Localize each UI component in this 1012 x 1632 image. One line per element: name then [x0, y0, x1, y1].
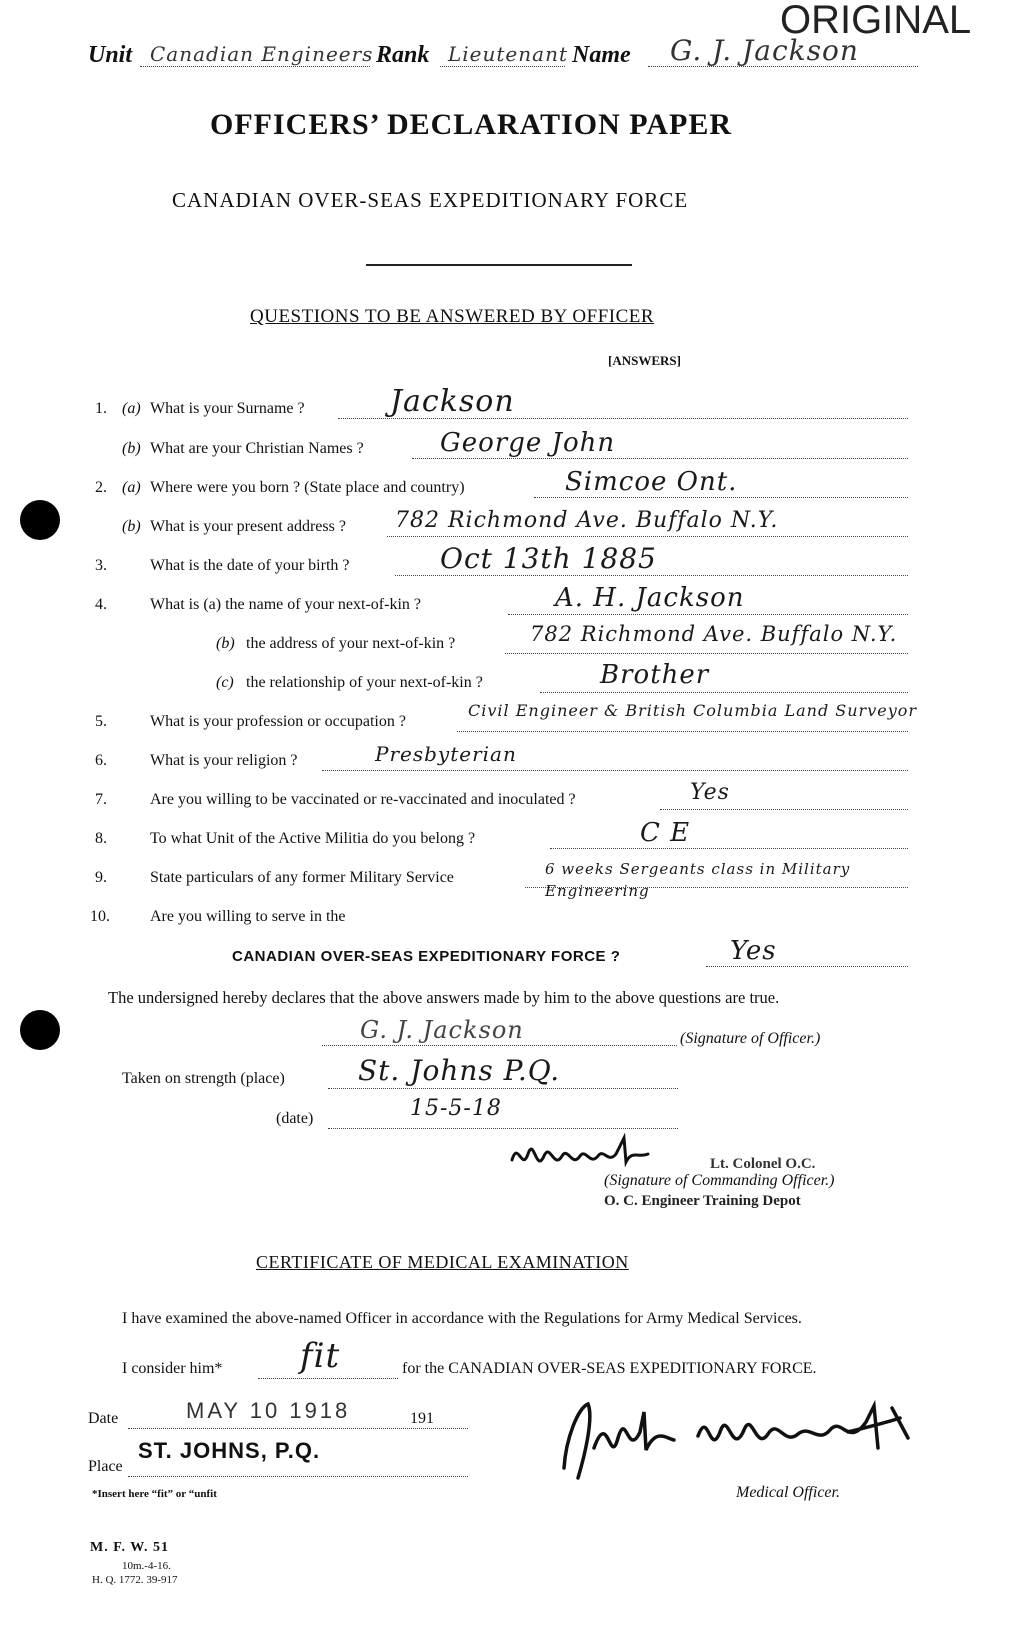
answer-line: [550, 848, 908, 849]
answer-value: Yes: [690, 780, 730, 805]
answer-value: C E: [640, 818, 691, 848]
question-sub: (a): [122, 400, 141, 417]
subtitle-rule: [366, 264, 632, 266]
question-number: 3.: [95, 557, 107, 574]
medical-text: I have examined the above-named Officer in accordance with the Regulations for Army Medical Services.: [122, 1310, 802, 1327]
rank-label: Rank: [376, 42, 430, 68]
unit-dots: [140, 66, 370, 67]
rank-value: Lieutenant: [448, 42, 568, 66]
question-sub: (b): [122, 518, 141, 535]
unit-label: Unit: [88, 42, 133, 68]
question-text: Are you willing to be vaccinated or re-vaccinated and inoculated ?: [150, 791, 576, 808]
answers-label: [ANSWERS]: [608, 353, 681, 368]
footnote: *Insert here “fit” or “unfit: [92, 1488, 217, 1500]
declaration-text: The undersigned hereby declares that the above answers made by him to the above questions are true.: [108, 988, 780, 1007]
rank-dots: [440, 66, 565, 67]
question-text: the relationship of your next-of-kin ?: [246, 674, 483, 691]
question-number: 9.: [95, 869, 107, 886]
medical-date-line: [128, 1428, 468, 1429]
answer-value: Presbyterian: [375, 742, 517, 766]
name-label: Name: [572, 42, 631, 68]
officer-signature: G. J. Jackson: [360, 1016, 524, 1044]
question-text: What is your profession or occupation ?: [150, 713, 406, 730]
question-text: What is (a) the name of your next-of-kin ?: [150, 596, 422, 613]
answer-line: [508, 614, 908, 615]
form-code: M. F. W. 51: [90, 1540, 169, 1555]
answer-line: [534, 497, 908, 498]
form-print-1: 10m.-4-16.: [122, 1560, 171, 1572]
co-signature-label: (Signature of Commanding Officer.): [604, 1172, 835, 1189]
answer-line: [387, 536, 908, 537]
question-text: State particulars of any former Military Service: [150, 869, 454, 886]
date-line: [328, 1128, 678, 1129]
co-rank-stamp: Lt. Colonel O.C.: [710, 1156, 816, 1172]
year-prefix: 191: [410, 1410, 434, 1427]
officer-signature-line: [322, 1045, 677, 1046]
question-text: What is your religion ?: [150, 752, 298, 769]
place-line: [328, 1088, 678, 1089]
answer-line: [412, 458, 908, 459]
question-sub: (b): [122, 440, 141, 457]
consider-value: fit: [300, 1336, 341, 1376]
question-number: 2.: [95, 479, 107, 496]
consider-suffix: for the CANADIAN OVER-SEAS EXPEDITIONARY FORCE.: [402, 1360, 817, 1377]
q10-answer: Yes: [730, 936, 777, 966]
answer-value: 782 Richmond Ave. Buffalo N.Y.: [530, 622, 898, 646]
medical-officer-label: Medical Officer.: [736, 1484, 840, 1501]
question-number: 7.: [95, 791, 107, 808]
answer-value: George John: [440, 428, 616, 458]
question-number: 4.: [95, 596, 107, 613]
question-text: What is the date of your birth ?: [150, 557, 350, 574]
question-sub: (c): [216, 674, 234, 691]
consider-prefix: I consider him*: [122, 1360, 223, 1377]
place-label: Place: [88, 1458, 123, 1475]
punch-hole-bottom: [20, 1010, 60, 1050]
place-stamp: ST. JOHNS, P.Q.: [138, 1438, 321, 1463]
date-field-label: Date: [88, 1410, 119, 1427]
page-title: OFFICERS’ DECLARATION PAPER: [210, 108, 733, 141]
question-number: 8.: [95, 830, 107, 847]
date-label: (date): [276, 1110, 314, 1127]
question-text: To what Unit of the Active Militia do you belong ?: [150, 830, 476, 847]
answer-line: [322, 770, 908, 771]
answer-line: [457, 731, 908, 732]
question-number: 6.: [95, 752, 107, 769]
taken-on-strength-label: Taken on strength (place): [122, 1070, 285, 1087]
punch-hole-top: [20, 500, 60, 540]
question-text: Where were you born ? (State place and country): [150, 479, 465, 496]
unit-value: Canadian Engineers: [150, 42, 374, 66]
fit-line: [258, 1378, 398, 1379]
taken-on-strength-place: St. Johns P.Q.: [358, 1054, 561, 1087]
answer-line: [660, 809, 908, 810]
answer-line: [540, 692, 908, 693]
question-text: What are your Christian Names ?: [150, 440, 364, 457]
medical-title: CERTIFICATE OF MEDICAL EXAMINATION: [256, 1252, 629, 1272]
question-sub: (b): [216, 635, 235, 652]
answer-value: Simcoe Ont.: [565, 467, 738, 497]
answer-value: 782 Richmond Ave. Buffalo N.Y.: [395, 508, 779, 533]
date-value: 15-5-18: [410, 1096, 502, 1121]
question-text: Are you willing to serve in the: [150, 908, 346, 925]
name-value: G. J. Jackson: [670, 34, 859, 67]
answer-value: A. H. Jackson: [555, 583, 745, 613]
form-print-2: H. Q. 1772. 39-917: [92, 1574, 178, 1586]
answer-line: [706, 966, 908, 967]
section-title: QUESTIONS TO BE ANSWERED BY OFFICER: [250, 306, 655, 327]
date-stamp: MAY 10 1918: [186, 1398, 351, 1423]
page-subtitle: CANADIAN OVER-SEAS EXPEDITIONARY FORCE: [172, 188, 689, 212]
question-number: 5.: [95, 713, 107, 730]
answer-value: 6 weeks Sergeants class in Military Engineering: [545, 860, 851, 900]
co-unit-stamp: O. C. Engineer Training Depot: [604, 1193, 801, 1209]
question-number: 10.: [90, 908, 110, 925]
question-text: What is your present address ?: [150, 518, 346, 535]
question-text: the address of your next-of-kin ?: [246, 635, 456, 652]
question-number: 1.: [95, 400, 107, 417]
answer-value: Civil Engineer & British Columbia Land Surveyor: [468, 701, 918, 720]
answer-value: Brother: [600, 660, 710, 690]
q10-continuation: CANADIAN OVER-SEAS EXPEDITIONARY FORCE ?: [232, 948, 621, 965]
question-sub: (a): [122, 479, 141, 496]
medical-officer-signature: [548, 1388, 918, 1498]
answer-value: Oct 13th 1885: [440, 542, 657, 575]
medical-place-line: [128, 1476, 468, 1477]
officer-signature-label: (Signature of Officer.): [680, 1030, 821, 1047]
answer-value: Jackson: [390, 384, 515, 419]
question-text: What is your Surname ?: [150, 400, 305, 417]
answer-line: [505, 653, 908, 654]
original-stamp: ORIGINAL: [780, 0, 972, 42]
answer-line: [395, 575, 908, 576]
